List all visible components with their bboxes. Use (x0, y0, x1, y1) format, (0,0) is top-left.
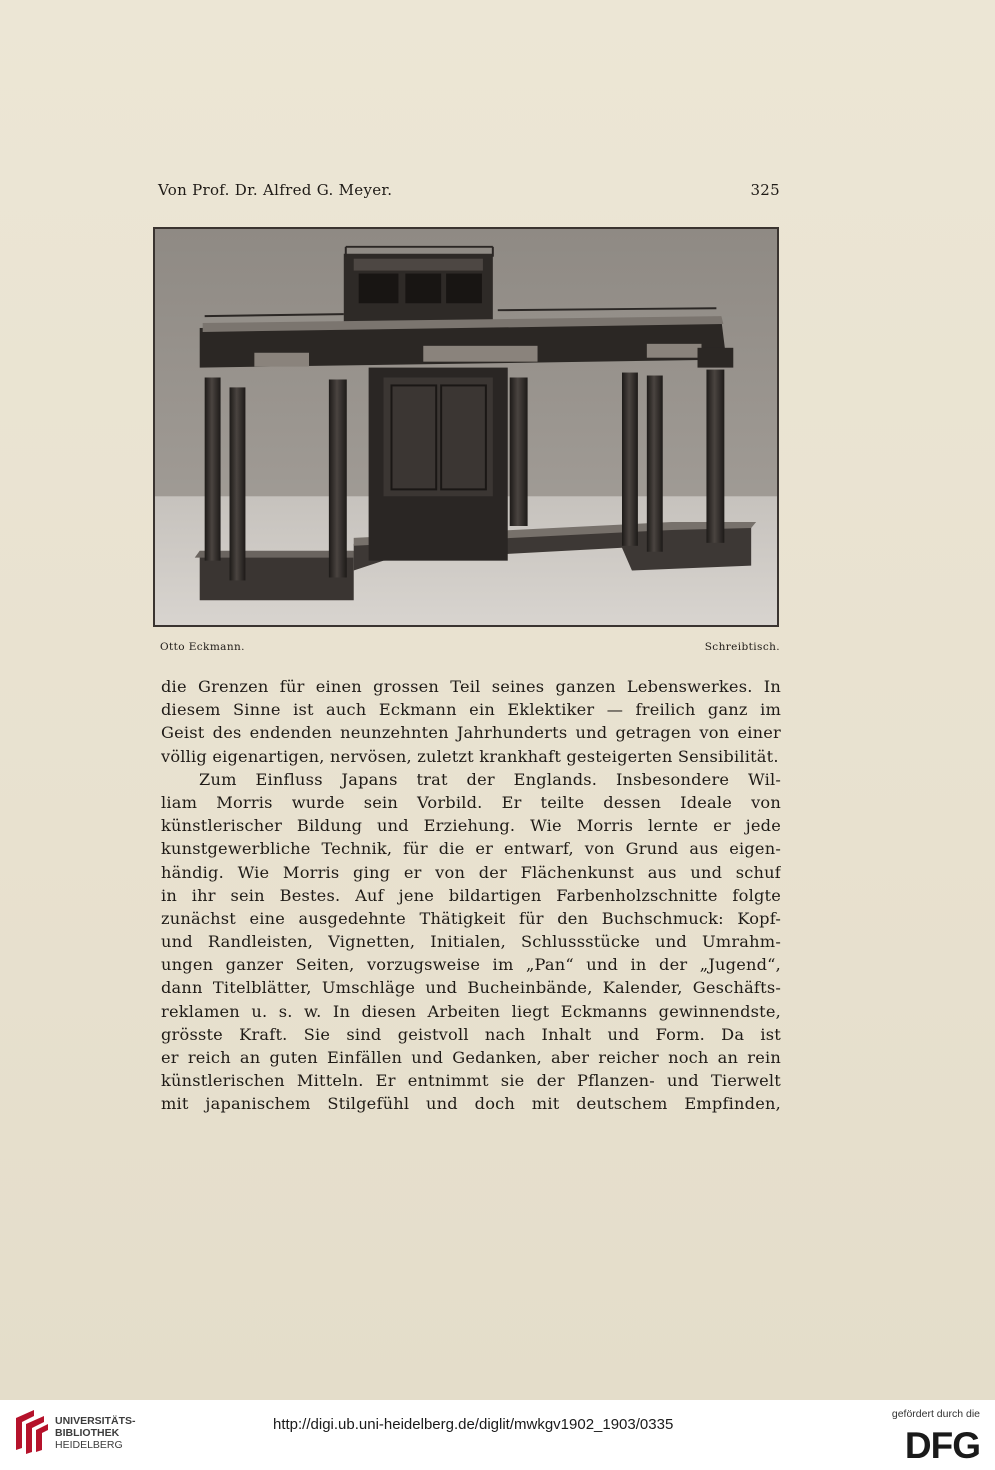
text-line: Geist des endenden neunzehnten Jahrhunderts und getragen von einer (161, 723, 781, 743)
viewer-footer (0, 1400, 995, 1470)
text-line: künstlerischen Mitteln. Er entnimmt sie der Pflanzen- und Tierwelt (161, 1071, 781, 1091)
text-line: die Grenzen für einen grossen Teil seines ganzen Lebenswerkes. In (161, 677, 781, 696)
running-head-title: Von Prof. Dr. Alfred G. Meyer. (158, 181, 393, 199)
text-line: diesem Sinne ist auch Eckmann ein Eklektiker — freilich ganz im (161, 700, 781, 720)
library-name-line-3: HEIDELBERG (55, 1439, 123, 1451)
text-line: Zum Einfluss Japans trat der Englands. Insbesondere Wil- (199, 769, 781, 789)
text-line: zunächst eine ausgedehnte Thätigkeit für den Buchschmuck: Kopf- (161, 908, 781, 928)
text-line: er reich an guten Einfällen und Gedanken, aber reicher noch an rein (161, 1048, 781, 1067)
text-line: dann Titelblätter, Umschläge und Bucheinbände, Kalender, Geschäfts- (161, 978, 781, 998)
desk-photograph (153, 227, 779, 627)
running-head (158, 181, 780, 205)
text-line: ungen ganzer Seiten, vorzugsweise im „Pan“ und in der „Jugend“, (161, 955, 781, 975)
text-line: in ihr sein Bestes. Auf jene bildartigen Farbenholzschnitte folgte (161, 885, 781, 905)
body-paragraphs (161, 675, 781, 1116)
funding-note: gefördert durch die (891, 1408, 980, 1420)
text-line: liam Morris wurde sein Vorbild. Er teilte dessen Ideale von (161, 792, 781, 812)
caption-object: Schreibtisch. (704, 641, 780, 653)
permalink-url[interactable]: http://digi.ub.uni-heidelberg.de/diglit/mwkgv1902_1903/0335 (273, 1416, 674, 1433)
text-line: mit japanischem Stilgefühl und doch mit deutschem Empfinden, (161, 1094, 781, 1114)
writing-desk-illustration (155, 229, 777, 625)
text-line: völlig eigenartigen, nervösen, zuletzt krankhaft gesteigerten Sensibilität. (161, 746, 779, 766)
text-line: künstlerischer Bildung und Erziehung. Wie Morris lernte er jede (161, 816, 781, 836)
text-line: reklamen u. s. w. In diesen Arbeiten liegt Eckmanns gewinnendste, (161, 1001, 781, 1021)
dfg-logo: DFG (904, 1425, 980, 1466)
university-library-logo-icon (12, 1408, 50, 1456)
text-line: kunstgewerbliche Technik, für die er entwarf, von Grund aus eigen- (161, 839, 781, 859)
text-line: und Randleisten, Vignetten, Initialen, Schlussstücke und Umrahm- (161, 932, 781, 952)
page-number: 325 (750, 181, 780, 199)
caption-artist: Otto Eckmann. (160, 641, 245, 653)
library-name-line-1: UNIVERSITÄTS- (55, 1415, 136, 1427)
text-line: händig. Wie Morris ging er von der Flächenkunst aus und schuf (161, 862, 781, 882)
library-name (55, 1415, 136, 1451)
text-line: grösste Kraft. Sie sind geistvoll nach Inhalt und Form. Da ist (161, 1024, 781, 1044)
library-name-line-2: BIBLIOTHEK (55, 1427, 120, 1439)
